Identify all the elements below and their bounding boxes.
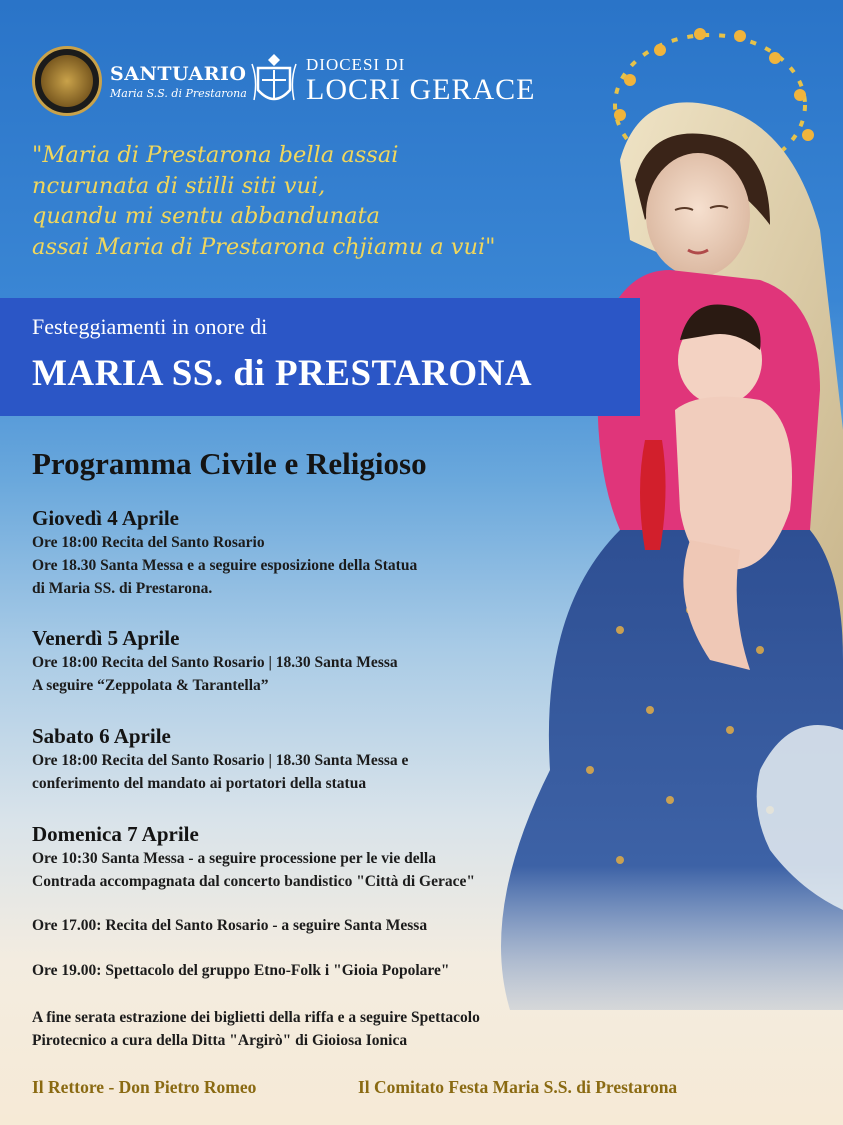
footer-rector: Il Rettore - Don Pietro Romeo [32,1077,257,1097]
day-line: Ore 18.30 Santa Messa e a seguire esposizione della Statua [32,557,418,574]
quote-line: quandu mi sentu abbandunata [32,203,380,229]
day-line: Ore 18:00 Recita del Santo Rosario [32,534,265,551]
banner-title: MARIA SS. di PRESTARONA [32,353,533,394]
program-extra-fireworks [32,1006,480,1052]
program-title: Programma Civile e Religioso [32,446,427,481]
day-line: di Maria SS. di Prestarona. [32,580,213,597]
day-line: Ore 10:30 Santa Messa - a seguire processione per le vie della [32,850,436,867]
program-extra-show [32,959,450,982]
day-line: Contrada accompagnata dal concerto bandistico "Città di Gerace" [32,873,475,890]
program-line: Ore 17.00: Recita del Santo Rosario - a seguire Santa Messa [32,917,428,934]
day-line: A seguire “Zeppolata & Tarantella” [32,677,269,694]
day-heading: Domenica 7 Aprile [32,822,199,846]
day-line: conferimento del mandato ai portatori della statua [32,775,367,792]
diocesi-crest-icon [250,50,298,110]
diocesi-logo [250,50,536,110]
program-day-sunday [32,821,475,893]
diocesi-name: LOCRI GERACE [306,73,536,106]
quote-line: ncurunata di stilli siti vui, [32,172,326,199]
santuario-logo [32,46,247,116]
day-heading: Giovedì 4 Aprile [32,506,179,530]
program-day-friday [32,625,398,697]
banner-subtitle: Festeggiamenti in onore di [32,314,268,339]
santuario-title: SANTUARIO [110,62,247,85]
day-heading: Venerdì 5 Aprile [32,626,180,650]
santuario-subtitle: Maria S.S. di Prestarona [110,86,247,100]
day-heading: Sabato 6 Aprile [32,724,171,748]
footer-committee: Il Comitato Festa Maria S.S. di Prestarona [358,1077,678,1097]
santuario-text [110,63,247,100]
program-line: Ore 19.00: Spettacolo del gruppo Etno-Folk i "Gioia Popolare" [32,962,450,979]
program-day-thursday [32,505,417,600]
program-extra-rosary [32,914,427,937]
program-line: A fine serata estrazione dei biglietti della riffa e a seguire Spettacolo [32,1009,480,1026]
day-line: Ore 18:00 Recita del Santo Rosario | 18.30 Santa Messa e [32,752,409,769]
diocesi-label: DIOCESI DI [306,55,406,74]
quote-line: assai Maria di Prestarona chjiamu a vui" [32,233,496,260]
program-day-saturday [32,723,408,795]
quote-line: "Maria di Prestarona bella assai [32,142,399,168]
program-line: Pirotecnico a cura della Ditta "Argirò" di Gioiosa Ionica [32,1032,408,1049]
day-line: Ore 18:00 Recita del Santo Rosario | 18.30 Santa Messa [32,654,398,671]
devotional-quote [32,140,552,262]
santuario-seal-icon [32,46,102,116]
